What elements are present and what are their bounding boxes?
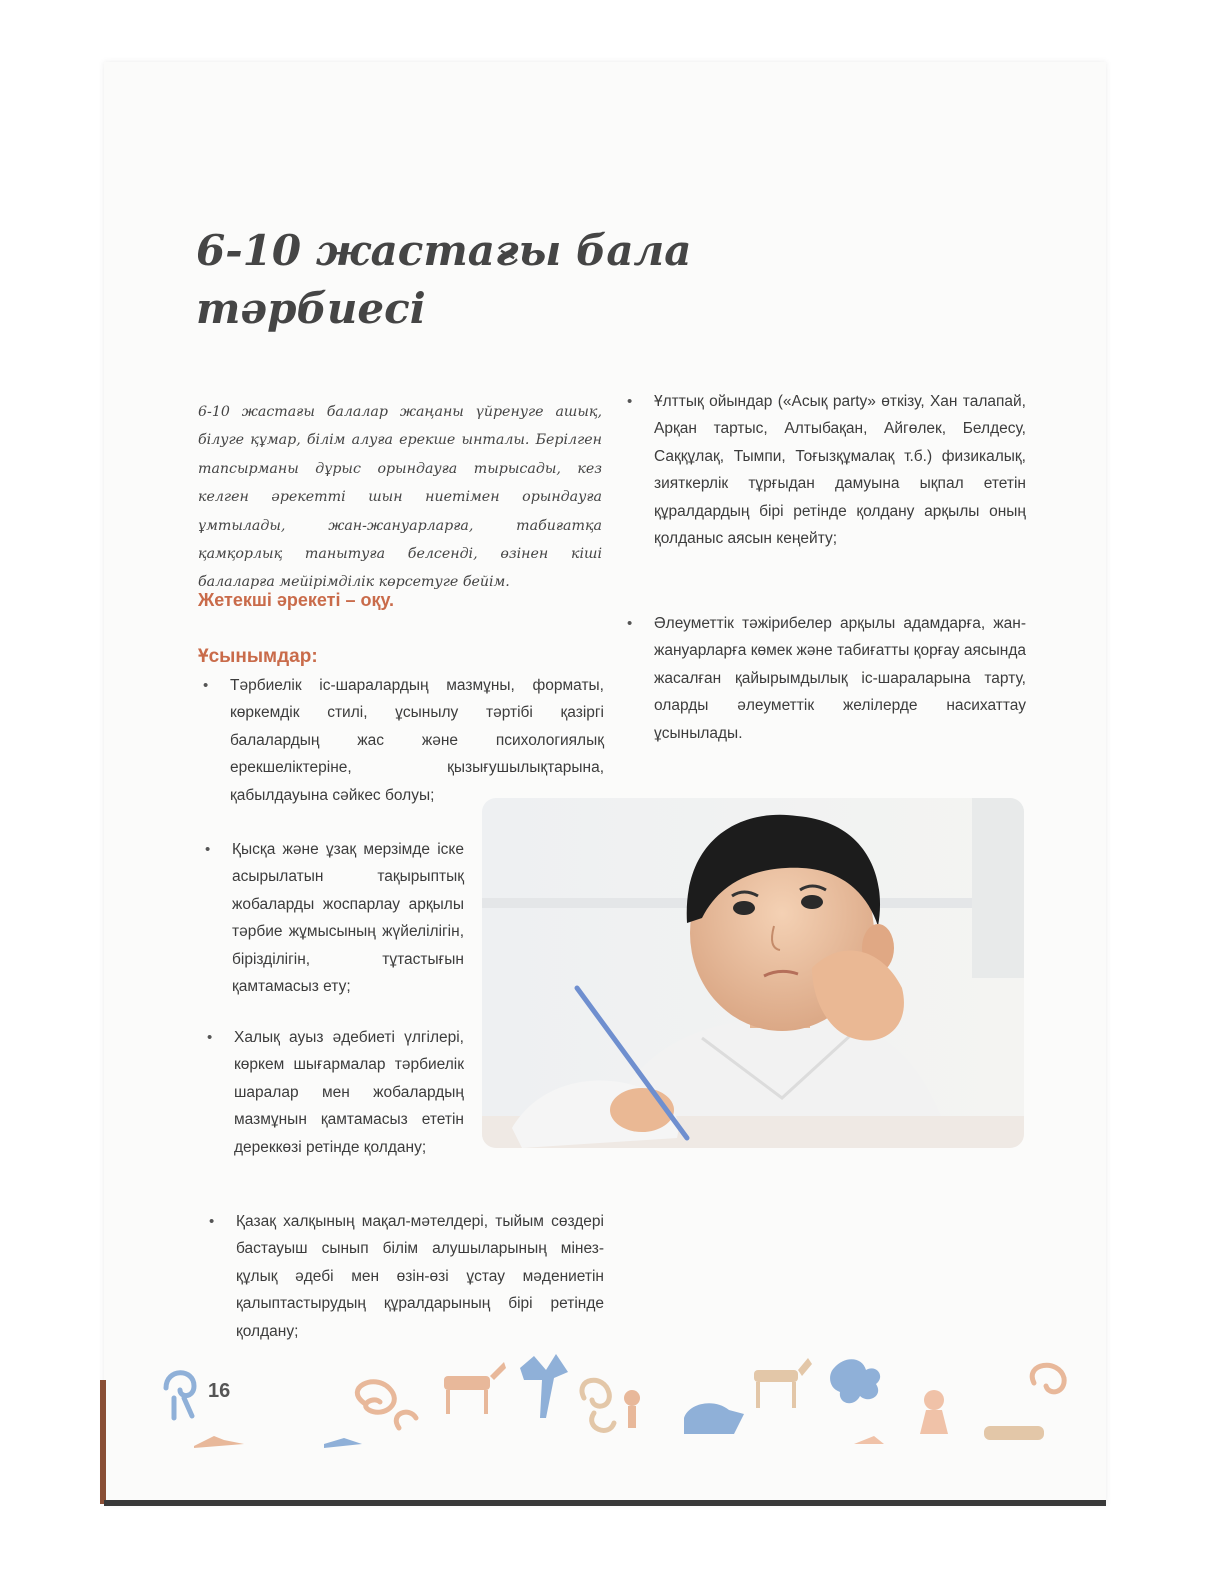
title-line-1: 6-10 жастағы бала (196, 226, 692, 275)
child-photo (482, 798, 1024, 1148)
left-bullet-3 (207, 1024, 464, 1161)
right-bullet-1 (627, 388, 1026, 552)
left-bullet-4-text: Қазақ халқының мақал-мәтелдері, тыйым сөздері бастауыш сынып білім алушыларының мінез-құлық әдебі мен өзін-өзі ұстау мәдениетін қалыптастырудың құралдарының бірі ретінде қолдану; (236, 1213, 604, 1340)
bullet-marker: • (205, 841, 211, 858)
document-page (104, 62, 1106, 1504)
recommendations-heading: Ұсынымдар: (198, 646, 318, 667)
bullet-marker: • (207, 1029, 213, 1046)
right-bullet-2-text: Әлеуметтік тәжірибелер арқылы адамдарға, жан-жануарларға көмек және табиғатты қорғау аясында жасалған қайырымдылық іс-шараларына тарту, оларды әлеуметтік желілерде насихаттау ұсынылады. (654, 615, 1026, 742)
bullet-marker: • (627, 393, 633, 410)
right-bullet-2 (627, 610, 1026, 747)
right-bullet-1-text: Ұлттық ойындар («Асық party» өткізу, Хан талапай, Арқан тартыс, Алтыбақан, Айгөлек, Белдесу, Саққұлақ, Тымпи, Тоғызқұмалақ т.б.) физикалық, зияткерлік тұрғыдан дамуына ықпал ететін құралдардың бірі ретінде қолдану арқылы оның қолданыс аясын кеңейту; (654, 393, 1026, 548)
page-bottom-edge (104, 1500, 1106, 1506)
title-line-2: тәрбиесі (196, 284, 426, 333)
book-spine-edge (100, 1380, 106, 1504)
ethnic-ornament-border (154, 1348, 1084, 1458)
bullet-marker: • (627, 615, 633, 632)
page-title (196, 222, 696, 338)
left-bullet-2 (205, 836, 464, 1000)
left-bullet-1 (203, 672, 604, 809)
bullet-marker: • (203, 677, 209, 694)
child-photo-illustration (482, 798, 1024, 1148)
page-number: 16 (208, 1380, 231, 1402)
left-bullet-3-text: Халық ауыз әдебиеті үлгілері, көркем шығармалар тәрбиелік шаралар мен жобалардың мазмұнын қамтамасыз ететін дереккөзі ретінде қолдану; (234, 1029, 464, 1156)
left-bullet-2-text: Қысқа және ұзақ мерзімде іске асырылатын тақырыптық жобаларды жоспарлау арқылы тәрбие жұмысының жүйелілігін, бірізділігін, тұтастығын қамтамасыз ету; (232, 841, 464, 996)
lead-activity-heading: Жетекші әрекеті – оқу. (198, 590, 394, 610)
left-bullet-4 (209, 1208, 604, 1345)
bullet-marker: • (209, 1213, 215, 1230)
intro-paragraph: 6-10 жастағы балалар жаңаны үйренуге ашық, білуге құмар, білім алуға ерекше ынталы. Берілген тапсырманы дұрыс орындауға тырысады, кез келген әрекетті шын ниетімен орындауға ұмтылады, жан-жануарларға, табиғатқа қамқорлық танытуға белсенді, өзінен кіші балаларға мейірімділік көрсетуге бейім. (198, 404, 602, 591)
left-bullet-1-text: Тәрбиелік іс-шаралардың мазмұны, форматы, көркемдік стилі, ұсынылу тәртібі қазіргі балалардың жас және психологиялық ерекшеліктеріне, қызығушылықтарына, қабылдауына сәйкес болуы; (230, 677, 604, 804)
